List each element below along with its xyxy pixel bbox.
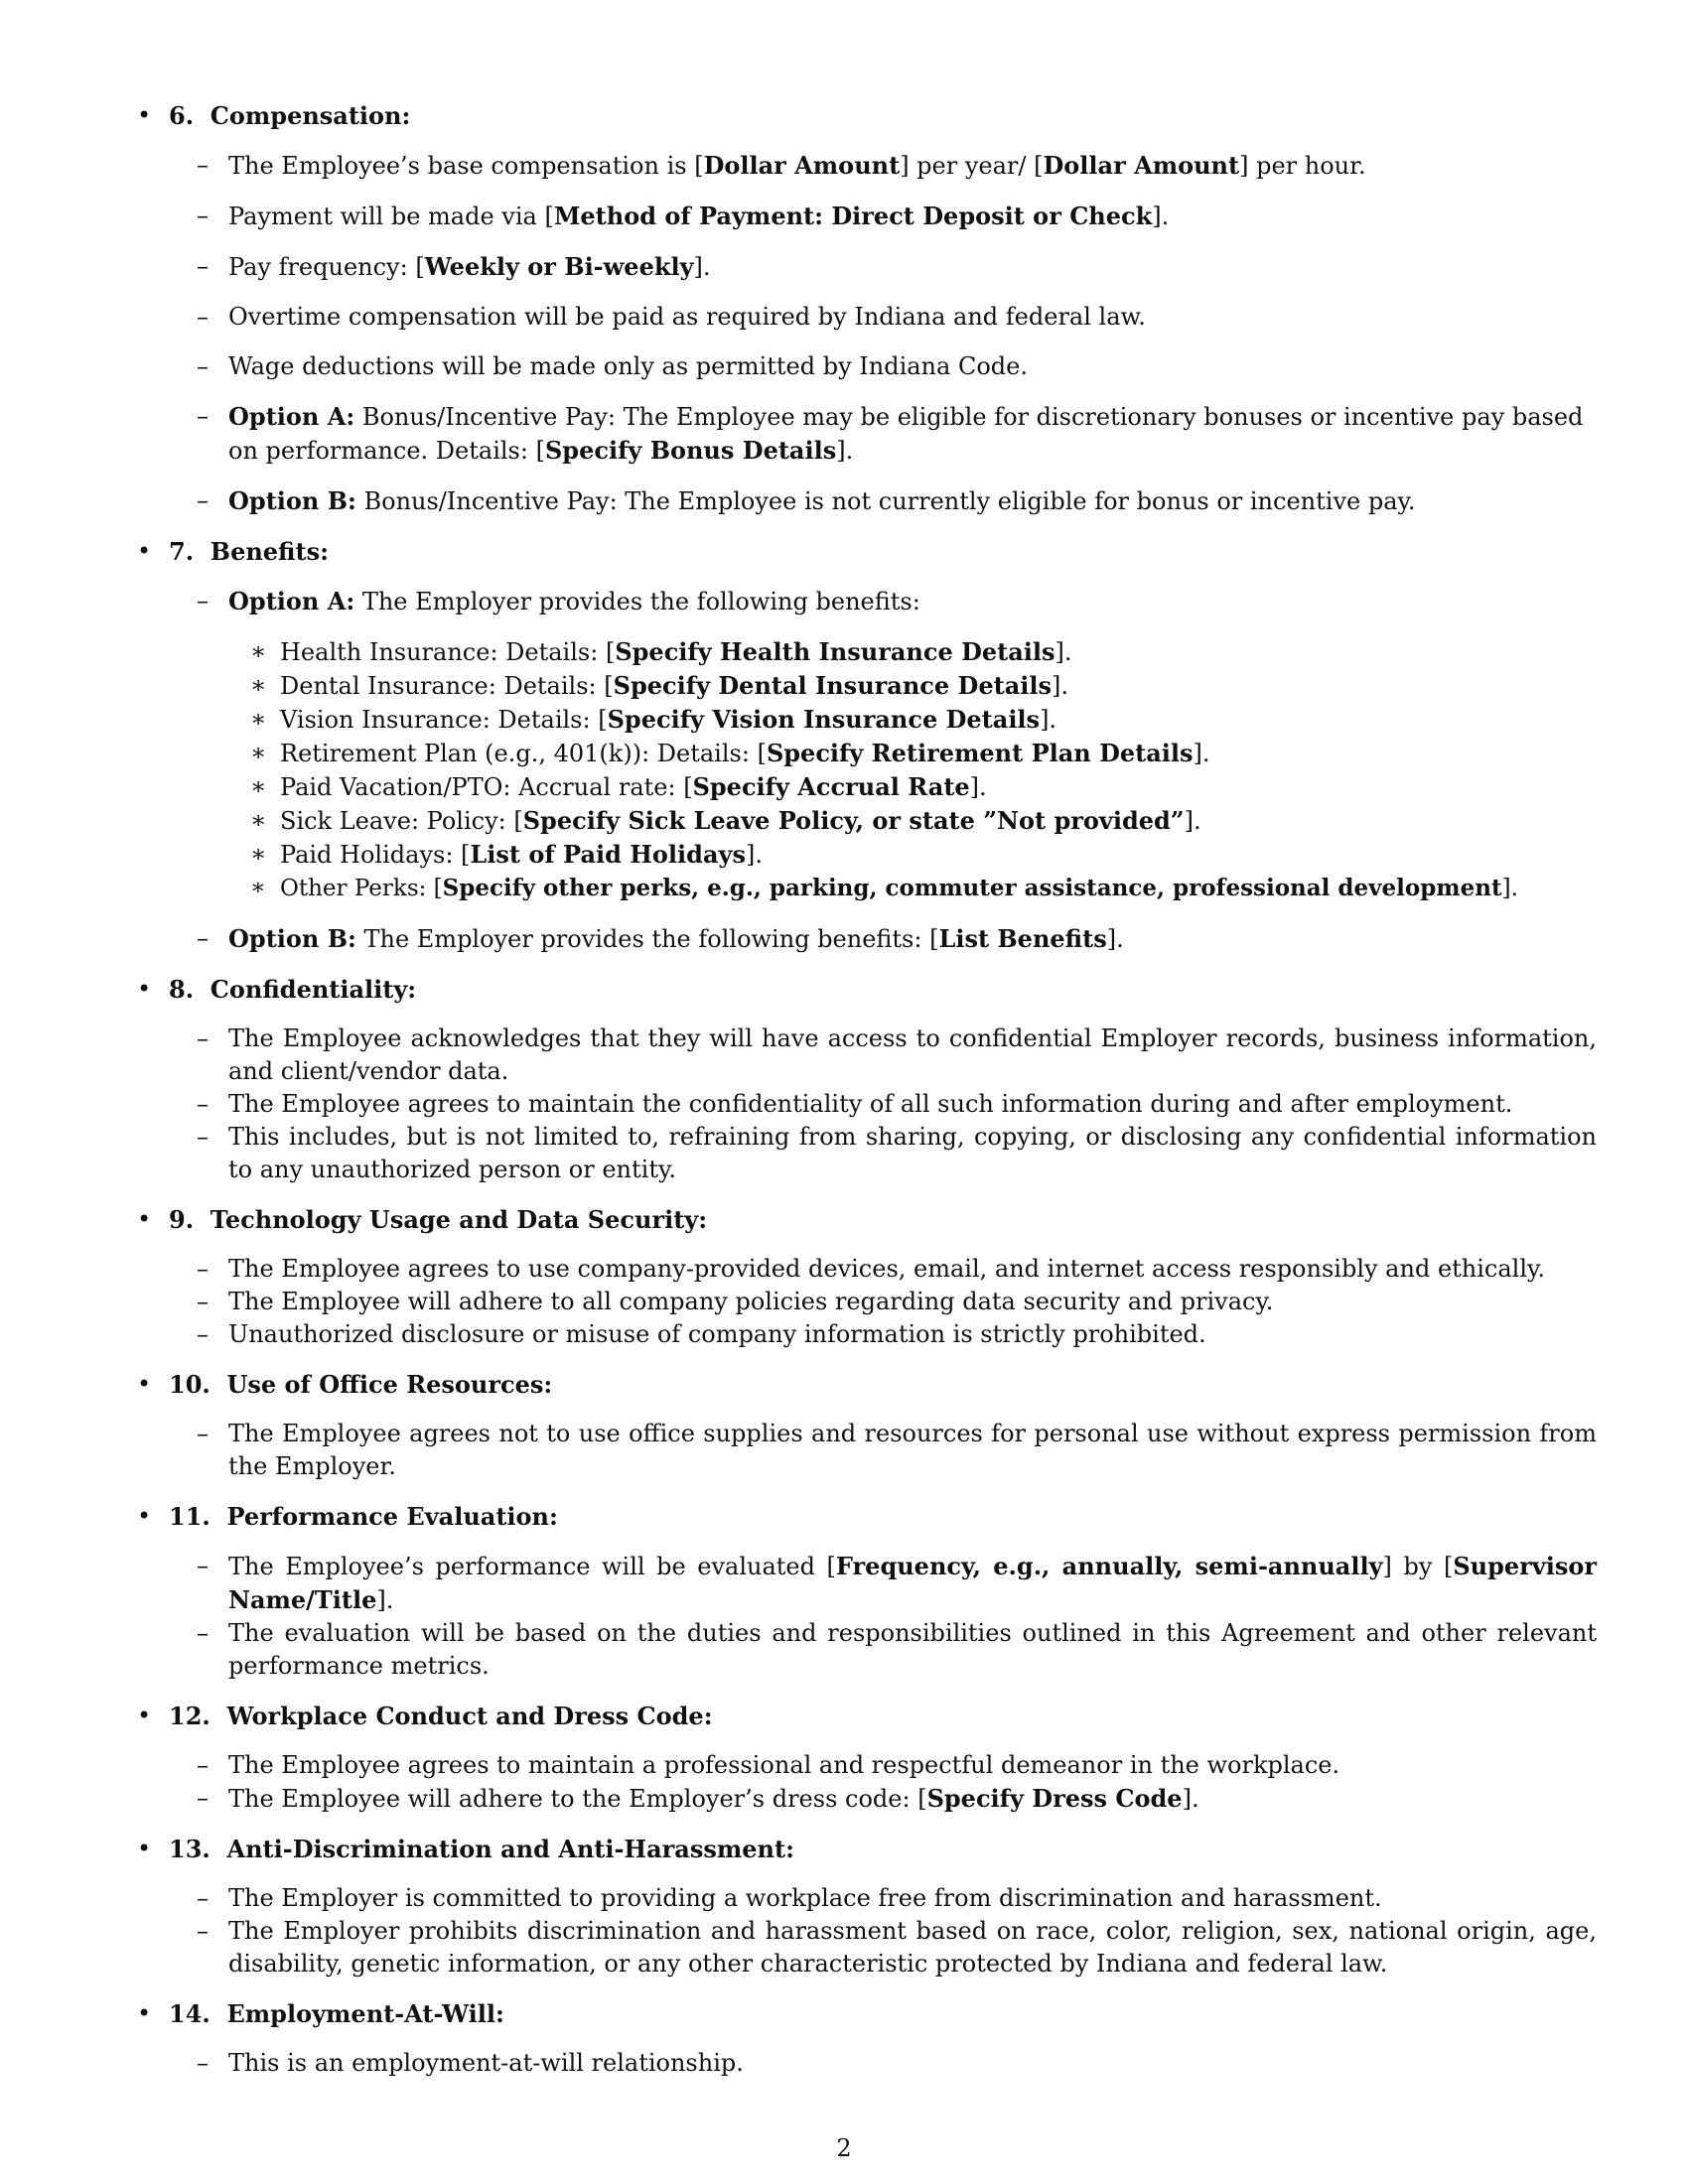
dash-icon: – <box>197 402 209 430</box>
list-item <box>197 2047 1597 2080</box>
placeholder-field: Specify Health Insurance Details <box>615 637 1055 666</box>
placeholder-field: Dollar Amount <box>1043 151 1240 180</box>
text: Paid Holidays: [ <box>280 841 471 869</box>
asterisk-icon: ∗ <box>250 840 267 868</box>
asterisk-icon: ∗ <box>250 637 267 665</box>
section-heading <box>169 99 1597 132</box>
placeholder-field: Specify Dental Insurance Details <box>613 671 1052 700</box>
text: Pay frequency: [ <box>228 253 425 281</box>
section-title: Employment-At-Will: <box>226 1999 504 2028</box>
list-item <box>197 1915 1597 1980</box>
placeholder-field: Specify Vision Insurance Details <box>607 705 1041 734</box>
text: Paid Vacation/PTO: Accrual rate: [ <box>280 773 693 801</box>
list-item <box>197 1882 1597 1915</box>
text: The Employer provides the following benefits: <box>354 588 920 615</box>
bullet-icon: • <box>137 1502 152 1530</box>
section-title: Compensation: <box>210 101 411 130</box>
section-title: Performance Evaluation: <box>226 1502 558 1531</box>
benefit-item <box>250 669 1597 703</box>
dash-icon: – <box>197 587 209 614</box>
section-employment-at-will <box>137 1997 1597 2080</box>
text: This includes, but is not limited to, refraining from sharing, copying, or disclosing any confidential information to any unauthorized person or entity. <box>228 1123 1597 1183</box>
text: Wage deductions will be made only as permitted by Indiana Code. <box>228 352 1028 380</box>
benefit-item <box>250 804 1597 838</box>
text: ]. <box>836 437 854 465</box>
dash-icon: – <box>197 1552 209 1579</box>
benefit-item <box>250 872 1597 905</box>
text: The Employee acknowledges that they will have access to confidential Employer records, business information, and client/vendor data. <box>228 1024 1597 1085</box>
section-technology-usage <box>137 1203 1597 1351</box>
section-number: 11. <box>169 1502 211 1531</box>
text: Retirement Plan (e.g., 401(k)): Details: [ <box>280 740 767 767</box>
dash-icon: – <box>197 1884 209 1912</box>
list-item <box>197 1121 1597 1186</box>
dash-icon: – <box>197 151 209 179</box>
placeholder-field: Specify Accrual Rate <box>692 772 970 801</box>
bullet-icon: • <box>137 101 152 129</box>
section-confidentiality <box>137 973 1597 1186</box>
section-heading <box>169 1368 1597 1401</box>
text: ] by [ <box>1382 1553 1454 1580</box>
dash-icon: – <box>197 1288 209 1315</box>
text: The Employee agrees to maintain a professional and respectful demeanor in the workplace. <box>228 1751 1340 1779</box>
dash-icon: – <box>197 1320 209 1348</box>
dash-icon: – <box>197 252 209 280</box>
section-number: 13. <box>169 1835 211 1863</box>
dash-icon: – <box>197 1784 209 1812</box>
text: ] per year/ [ <box>900 152 1044 180</box>
section-number: 10. <box>169 1370 211 1399</box>
text: ]. <box>1152 203 1170 230</box>
dash-icon: – <box>197 303 209 331</box>
placeholder-field: Frequency, e.g., annually, semi-annually <box>835 1552 1383 1580</box>
placeholder-field: Supervisor Name/Title <box>228 1552 1598 1614</box>
placeholder-field: Dollar Amount <box>703 151 901 180</box>
asterisk-icon: ∗ <box>250 772 267 800</box>
text: The Employer provides the following benefits: [ <box>355 925 939 953</box>
benefit-item <box>250 703 1597 737</box>
section-title: Confidentiality: <box>210 975 417 1004</box>
placeholder-field: Method of Payment: Direct Deposit or Check <box>553 202 1153 230</box>
list-item <box>197 1286 1597 1318</box>
bullet-icon: • <box>137 537 152 565</box>
text: The Employee will adhere to all company policies regarding data security and privacy. <box>228 1288 1274 1315</box>
section-heading <box>169 1500 1597 1533</box>
section-title: Anti-Discrimination and Anti-Harassment: <box>226 1835 794 1863</box>
text: The Employer prohibits discrimination and harassment based on race, color, religion, sex, national origin, age, disability, genetic information, or any other characteristic protected by Indiana and federal law. <box>228 1917 1597 1978</box>
section-title: Use of Office Resources: <box>226 1370 553 1399</box>
list-item <box>197 1617 1597 1683</box>
list-item <box>197 400 1597 468</box>
dash-icon: – <box>197 1090 209 1118</box>
option-label: Option B: <box>228 924 356 953</box>
section-benefits <box>137 535 1597 956</box>
asterisk-icon: ∗ <box>250 671 267 699</box>
list-item <box>197 585 1597 905</box>
text: Other Perks: [ <box>280 876 443 901</box>
bullet-icon: • <box>137 1205 152 1233</box>
list-item <box>197 250 1597 284</box>
asterisk-icon: ∗ <box>250 705 267 733</box>
asterisk-icon: ∗ <box>250 806 267 834</box>
text: ]. <box>745 841 763 869</box>
section-heading <box>169 535 1597 568</box>
section-title: Technology Usage and Data Security: <box>210 1205 708 1234</box>
option-label: Option A: <box>228 587 355 615</box>
list-item <box>197 301 1597 334</box>
text: The Employee agrees to maintain the confidentiality of all such information during and after employment. <box>228 1090 1513 1118</box>
dash-icon: – <box>197 1751 209 1779</box>
dash-icon: – <box>197 486 209 514</box>
placeholder-field: Weekly or Bi-weekly <box>424 252 694 281</box>
text: ]. <box>1182 1785 1199 1813</box>
placeholder-field: Specify Retirement Plan Details <box>766 739 1194 767</box>
list-item <box>197 1318 1597 1351</box>
text: ]. <box>1055 638 1072 666</box>
text: ]. <box>1184 807 1201 835</box>
text: The Employee agrees to use company-provided devices, email, and internet access responsibly and ethically. <box>228 1255 1546 1283</box>
text: Dental Insurance: Details: [ <box>280 672 614 700</box>
section-workplace-conduct <box>137 1700 1597 1816</box>
text: ]. <box>693 253 711 281</box>
text: The Employee agrees not to use office supplies and resources for personal use without express permission from the Employer. <box>228 1420 1597 1480</box>
list-item <box>197 1550 1598 1617</box>
text: The Employee’s performance will be evaluated [ <box>228 1553 836 1580</box>
text: ]. <box>1501 876 1518 901</box>
benefit-item <box>250 770 1597 804</box>
bullet-icon: • <box>137 1702 152 1729</box>
dash-icon: – <box>197 924 209 952</box>
text: Health Insurance: Details: [ <box>280 638 616 666</box>
dash-icon: – <box>197 1024 209 1052</box>
benefit-item <box>250 838 1597 872</box>
text: ]. <box>1052 672 1068 700</box>
text: The Employee’s base compensation is [ <box>228 152 704 180</box>
section-heading <box>169 1997 1597 2030</box>
list-item <box>197 484 1597 518</box>
section-office-resources <box>137 1368 1597 1483</box>
text: Vision Insurance: Details: [ <box>280 706 608 734</box>
placeholder-field: Specify Bonus Details <box>544 436 837 465</box>
option-label: Option A: <box>228 402 355 431</box>
list-item <box>197 1023 1597 1088</box>
text: Bonus/Incentive Pay: The Employee is not currently eligible for bonus or incentive pay. <box>355 487 1416 515</box>
section-heading <box>169 1833 1597 1865</box>
dash-icon: – <box>197 2049 209 2077</box>
dash-icon: – <box>197 1619 209 1647</box>
text: ]. <box>969 773 987 801</box>
text: ]. <box>1040 706 1057 734</box>
dash-icon: – <box>197 352 209 380</box>
bullet-icon: • <box>137 975 152 1003</box>
section-performance-evaluation <box>137 1500 1597 1683</box>
section-anti-discrimination <box>137 1833 1597 1980</box>
text: ]. <box>1193 740 1210 767</box>
dash-icon: – <box>197 1255 209 1283</box>
text: ]. <box>1106 925 1124 953</box>
text: The Employee will adhere to the Employer’s dress code: [ <box>228 1785 927 1813</box>
benefit-item <box>250 635 1597 669</box>
text: Sick Leave: Policy: [ <box>280 807 523 835</box>
section-number: 6. <box>169 101 195 130</box>
text: The Employer is committed to providing a workplace free from discrimination and harassment. <box>228 1884 1382 1912</box>
benefits-list <box>228 635 1597 905</box>
dash-icon: – <box>197 1123 209 1151</box>
placeholder-field: Specify other perks, e.g., parking, commuter assistance, professional development <box>442 875 1502 901</box>
benefit-item <box>250 737 1597 770</box>
asterisk-icon: ∗ <box>250 739 267 766</box>
list-item <box>197 1088 1597 1121</box>
dash-icon: – <box>197 1917 209 1945</box>
option-label: Option B: <box>228 486 356 515</box>
bullet-icon: • <box>137 1835 152 1862</box>
dash-icon: – <box>197 202 209 229</box>
section-number: 7. <box>169 537 195 566</box>
placeholder-field: List Benefits <box>938 924 1107 953</box>
list-item <box>197 200 1597 233</box>
section-heading <box>169 1203 1597 1236</box>
list-item <box>197 350 1597 383</box>
placeholder-field: Specify Sick Leave Policy, or state ”Not provided” <box>522 806 1185 835</box>
bullet-icon: • <box>137 1999 152 2027</box>
text: Bonus/Incentive Pay: The Employee may be eligible for discretionary bonuses or incentive pay based on performance. Details: [ <box>228 403 1584 465</box>
text: ] per hour. <box>1239 152 1366 180</box>
list-item <box>197 922 1597 956</box>
placeholder-field: Specify Dress Code <box>926 1784 1183 1813</box>
asterisk-icon: ∗ <box>250 875 266 900</box>
section-heading <box>169 1700 1597 1732</box>
dash-icon: – <box>197 1420 209 1447</box>
list-item <box>197 1749 1597 1782</box>
section-number: 12. <box>169 1702 211 1730</box>
section-title: Workplace Conduct and Dress Code: <box>226 1702 713 1730</box>
section-heading <box>169 973 1597 1006</box>
list-item <box>197 1782 1597 1816</box>
list-item <box>197 149 1597 183</box>
section-compensation <box>137 99 1597 518</box>
text: Overtime compensation will be paid as required by Indiana and federal law. <box>228 303 1146 331</box>
document-body <box>137 99 1597 2097</box>
placeholder-field: List of Paid Holidays <box>470 840 746 869</box>
section-title: Benefits: <box>210 537 329 566</box>
text: ]. <box>376 1586 394 1614</box>
text: This is an employment-at-will relationship. <box>228 2049 744 2077</box>
text: Unauthorized disclosure or misuse of company information is strictly prohibited. <box>228 1320 1206 1348</box>
text: Payment will be made via [ <box>228 203 554 230</box>
list-item <box>197 1253 1597 1286</box>
section-number: 8. <box>169 975 195 1004</box>
list-item <box>197 1418 1597 1483</box>
section-number: 9. <box>169 1205 195 1234</box>
section-number: 14. <box>169 1999 211 2028</box>
page-number: 2 <box>836 2134 852 2162</box>
bullet-icon: • <box>137 1370 152 1398</box>
text: The evaluation will be based on the duties and responsibilities outlined in this Agreement and other relevant performance metrics. <box>228 1619 1597 1680</box>
